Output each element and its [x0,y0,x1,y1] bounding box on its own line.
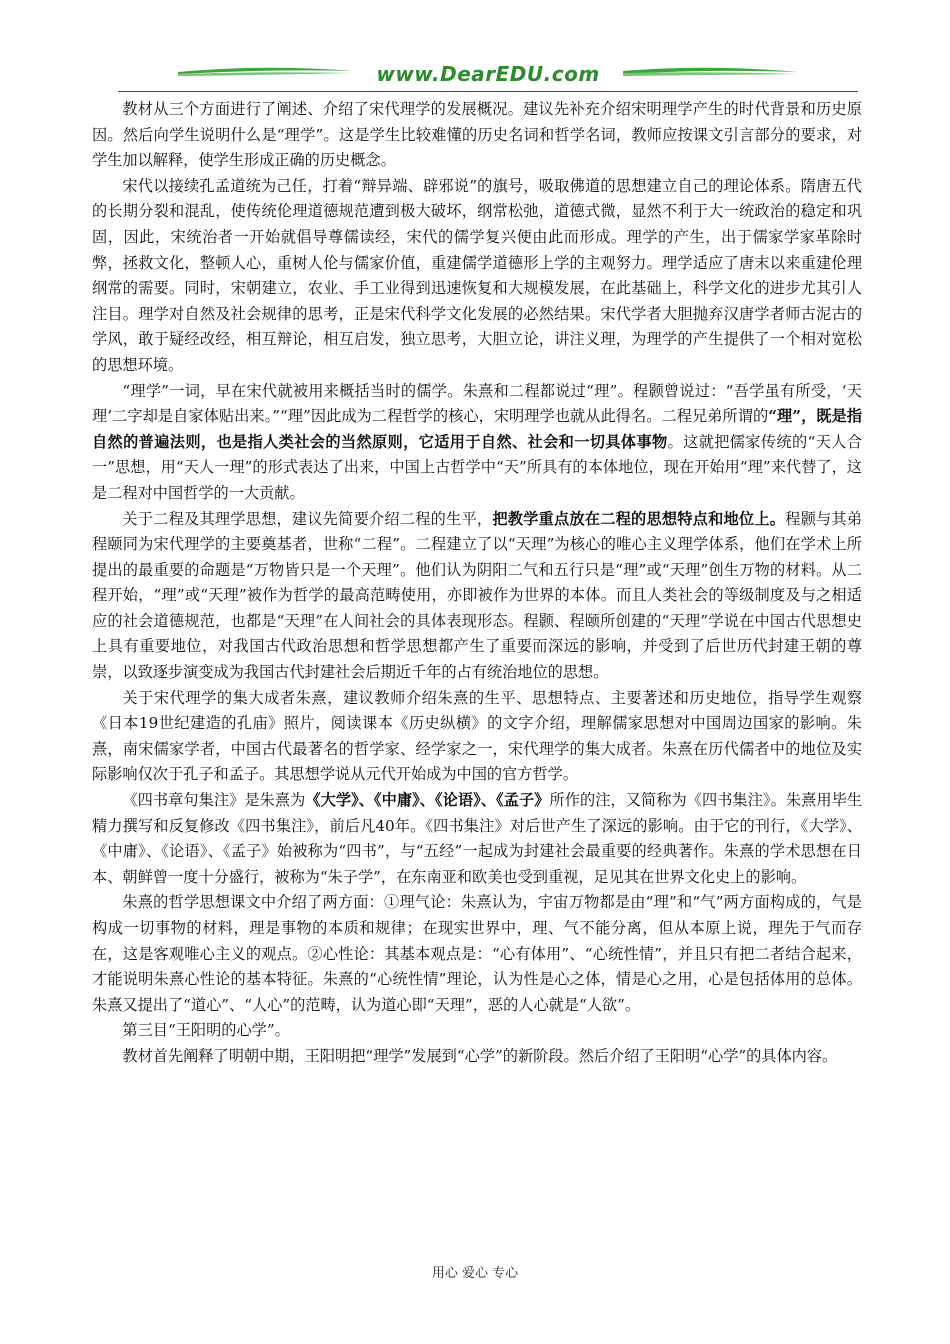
text-run: 关于宋代理学的集大成者朱熹，建议教师介绍朱熹的生平、思想特点、主要著述和历史地位，指导学生观察《日本19世纪建造的孔庙》照片，阅读课本《历史纵横》的文字介绍，理解儒家思想对中国周边国家的影响。朱熹，南宋儒家学者，中国古代最著名的哲学家、经学家之一，宋代理学的集大成者。朱熹在历代儒者中的地位及实际影响仅次于孔子和孟子。其思想学说从元代开始成为中国的官方哲学。 [92,688,862,784]
bold-emphasis: “理”，既是指自然的普遍法则，也是指人类社会的当然原则，它适用于自然、社会和一切具体事物 [92,407,862,451]
text-run: 程颢与其弟程颐同为宋代理学的主要奠基者，世称“二程”。二程建立了以“天理”为核心的唯心主义理学体系，他们在学术上所提出的最重要的命题是“万物皆只是一个天理”。他们认为阴阳二气和五行只是“理”或“天理”创生万物的材料。从二程开始，“理”或“天理”被作为哲学的最高范畴使用，亦即被作为世界的本体。而且人类社会的等级制度及与之相适应的社会道德规范，也都是“天理”在人间社会的具体表现形态。程颢、程颐所创建的“天理”学说在中国古代思想史上具有重要地位，对我国古代政治思想和哲学思想都产生了重要而深远的影响，并受到了后世历代封建王朝的尊崇，以致逐步演变成为我国古代封建社会后期近千年的占有统治地位的思想。 [92,509,863,682]
para-9 [92,1044,862,1070]
para-4 [92,507,862,686]
text-run: 《四书章句集注》是朱熹为 [122,791,306,810]
para-6 [92,788,862,890]
para-2 [92,174,862,379]
document-body [92,97,862,1070]
page-footer: 用心 爱心 专心 [431,1266,519,1281]
text-run: 朱熹的哲学思想课文中介绍了两方面：①理气论：朱熹认为，宇宙万物都是由“理”和“气”两方面构成的，气是构成一切事物的材料，理是事物的本质和规律；在现实世界中，理、气不能分离，但从本原上说，理先于气而存在，这是客观唯心主义的观点。②心性论：其基本观点是：“心有体用”、“心统性情”，并且只有把二者结合起来，才能说明朱熹心性论的基本特征。朱熹的“心统性情”理论，认为性是心之体，情是心之用，心是包括体用的总体。朱熹又提出了“道心”、“人心”的范畴，认为道心即“天理”，恶的人心就是“人欲”。 [92,893,862,1014]
header-divider [118,91,858,92]
text-run: 所作的注，又简称为《四书集注》。朱熹用毕生精力撰写和反复修改《四书集注》，前后凡40年。《四书集注》对后世产生了深远的影响。由于它的刊行，《大学》、《中庸》、《论语》、《孟子》始被称为“四书”，与“五经”一起成为封建社会最重要的经典著作。朱熹的学术思想在日本、朝鲜曾一度十分盛行，被称为“朱子学”，在东南亚和欧美也受到重视，足见其在世界文化史上的影响。 [92,791,863,886]
para-3 [92,379,862,507]
text-run: 第三目“王阳明的心学”。 [122,1021,290,1040]
text-run: 宋代以接续孔孟道统为己任，打着“辩异端、辟邪说”的旗号，吸取佛道的思想建立自己的理论体系。隋唐五代的长期分裂和混乱，使传统伦理道德规范遭到极大破坏，纲常松弛，道德式微，显然不利于大一统政治的稳定和巩固，因此，宋统治者一开始就倡导尊儒读经，宋代的儒学复兴便由此而形成。理学的产生，出于儒家学家革除时弊，拯救文化，整顿人心，重树人伦与儒家价值，重建儒学道德形上学的主观努力。理学适应了唐末以来重建伦理纲常的需要。同时，宋朝建立，农业、手工业得到迅速恢复和大规模发展，在此基础上，科学文化的进步尤其引人注目。理学对自然及社会规律的思考，正是宋代科学文化发展的必然结果。宋代学者大胆抛弃汉唐学者师古泥古的学风，敢于疑经改经，相互辩论，相互启发，独立思考，大胆立论，讲注义理，为理学的产生提供了一个相对宽松的思想环境。 [92,176,862,374]
site-logo: www.DearEDU.com [376,62,600,86]
para-5 [92,686,862,788]
page-header [118,58,858,94]
bold-emphasis: 把教学重点放在二程的思想特点和地位上。 [492,509,786,528]
text-run: 关于二程及其理学思想，建议先简要介绍二程的生平， [122,509,493,528]
bold-emphasis: 《大学》、《中庸》、《论语》、《孟子》 [305,791,550,810]
text-run: 。这就把儒家传统的“天人合一”思想，用“天人一理”的形式表达了出来，中国上古哲学中“天”所具有的本体地位，现在开始用“理”来代替了，这是二程对中国哲学的一大贡献。 [92,432,863,502]
text-run: 教材从三个方面进行了阐述、介绍了宋代理学的发展概况。建议先补充介绍宋明理学产生的时代背景和历史原因。然后向学生说明什么是“理学”。这是学生比较难懂的历史名词和哲学名词，教师应按课文引言部分的要求，对学生加以解释，使学生形成正确的历史概念。 [92,100,862,170]
text-run: “理学”一词，早在宋代就被用来概括当时的儒学。朱熹和二程都说过“理”。程颢曾说过：“吾学虽有所受，‘天理’二字却是自家体贴出来。”“理”因此成为二程哲学的核心，宋明理学也就从此得名。二程兄弟所谓的 [92,381,862,426]
text-run: 教材首先阐释了明朝中期，王阳明把“理学”发展到“心学”的新阶段。然后介绍了王阳明“心学”的具体内容。 [122,1046,838,1065]
para-8 [92,1018,862,1044]
para-1 [92,97,862,174]
para-7 [92,890,862,1018]
